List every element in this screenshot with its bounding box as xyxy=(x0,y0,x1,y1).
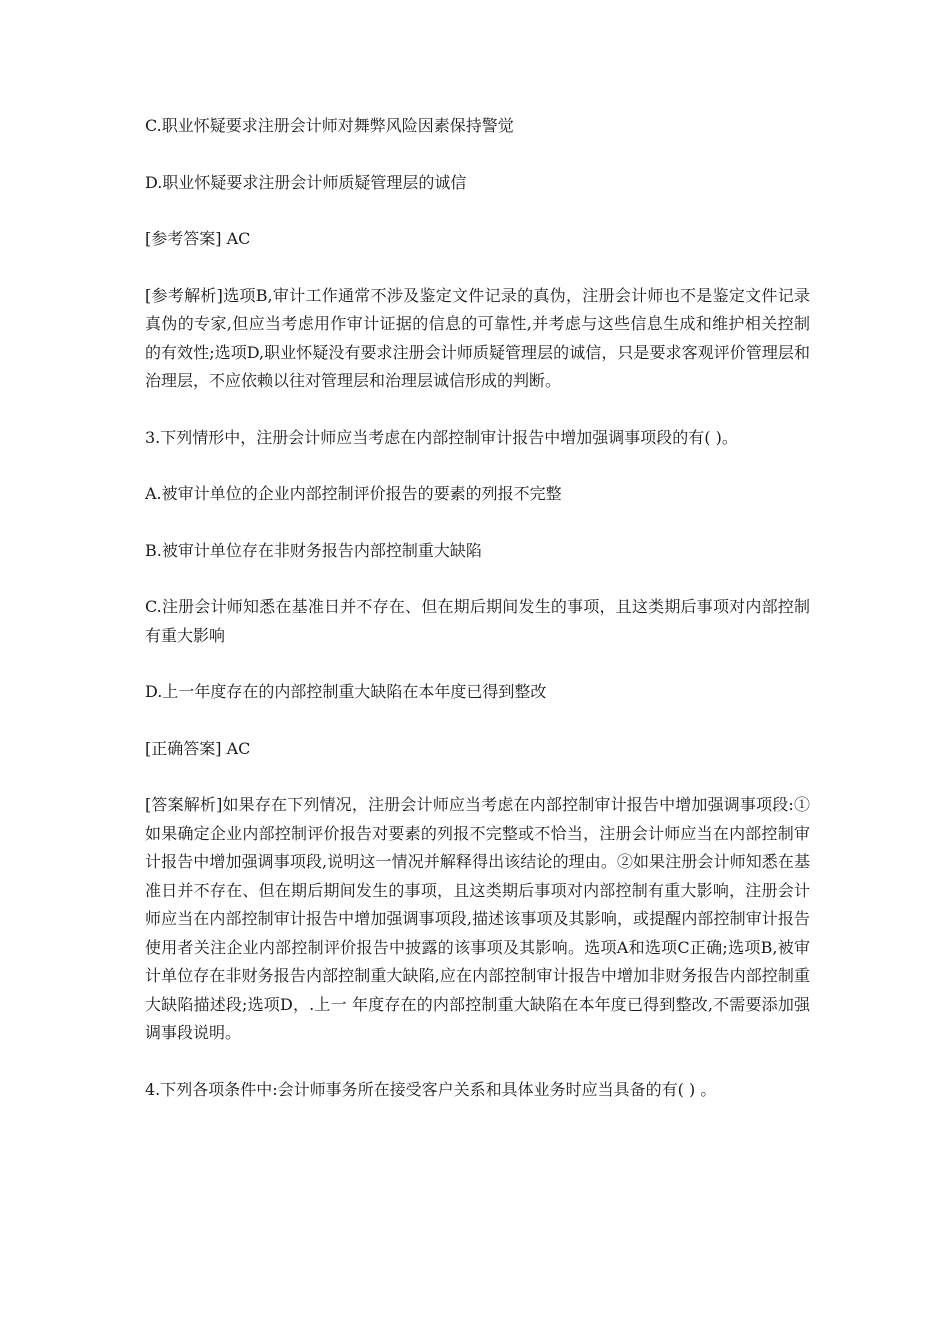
option-d-prev: D.职业怀疑要求注册会计师质疑管理层的诚信 xyxy=(145,172,467,192)
document-body xyxy=(145,112,810,1132)
option-c-prev: C.职业怀疑要求注册会计师对舞弊风险因素保持警觉 xyxy=(145,116,514,135)
question-3-option-a: A.被审计单位的企业内部控制评价报告的要素的列报不完整 xyxy=(145,484,562,503)
reference-answer: [参考答案] AC xyxy=(145,229,251,248)
question-3-option-b: B.被审计单位存在非财务报告内部控制重大缺陷 xyxy=(145,540,482,560)
reference-explanation: [参考解析]选项B,审计工作通常不涉及鉴定文件记录的真伪，注册会计师也不是鉴定文件记录真伪的专家,但应当考虑用作审计证据的信息的可靠性,并考虑与这些信息生成和维护相关控制的有效性;选项D,职业怀疑没有要求注册会计师质疑管理层的诚信，只是要求客观评价管理层和治理层，不应依赖以往对管理层和治理层诚信形成的判断。 xyxy=(145,285,810,390)
question-3-option-c: C.注册会计师知悉在基准日并不存在、但在期后期间发生的事项，且这类期后事项对内部控制有重大影响 xyxy=(145,597,810,645)
question-3: 3.下列情形中，注册会计师应当考虑在内部控制审计报告中增加强调事项段的有( )。 xyxy=(145,427,738,447)
question-4: 4.下列各项条件中:会计师事务所在接受客户关系和具体业务时应当具备的有( ) 。 xyxy=(145,1079,717,1099)
answer-explanation: [答案解析]如果存在下列情况，注册会计师应当考虑在内部控制审计报告中增加强调事项段:① 如果确定企业内部控制评价报告对要素的列报不完整或不恰当，注册会计师应当在内部控制审计报告中增加强调事项段,说明这一情况并解释得出该结论的理由。②如果注册会计师知悉在基准日并不存在、但在期后期间发生的事项，且这类期后事项对内部控制有重大影响，注册会计师应当在内部控制审计报告中增加强调事项段,描述该事项及其影响，或提醒内部控制审计报告使用者关注企业内部控制评价报告中披露的该事项及其影响。选项A和选项C正确;选项B,被审计单位存在非财务报告内部控制重大缺陷,应在内部控制审计报告中增加非财务报告内部控制重大缺陷描述段;选项D，.上一 年度存在的内部控制重大缺陷在本年度已得到整改,不需要添加强调事段说明。 xyxy=(145,795,810,1042)
correct-answer: [正确答案] AC xyxy=(145,738,251,758)
question-3-option-d: D.上一年度存在的内部控制重大缺陷在本年度已得到整改 xyxy=(145,682,547,701)
